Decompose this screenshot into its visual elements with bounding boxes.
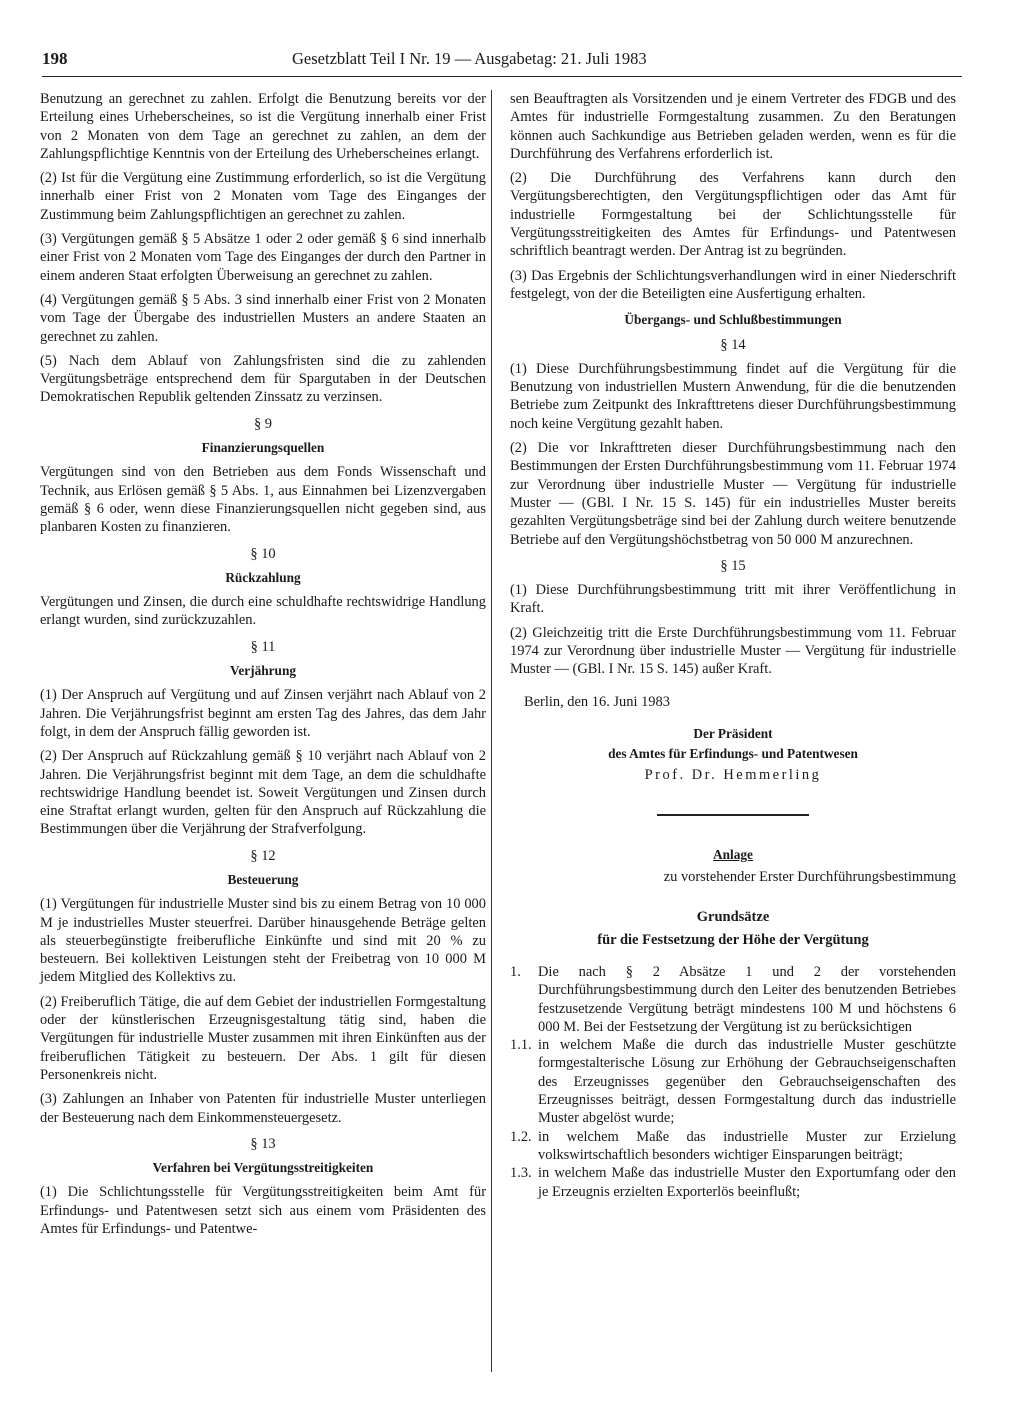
annex-subtitle: zu vorstehender Erster Durchführungsbestimmung — [663, 869, 956, 886]
item-number: 1. — [510, 963, 521, 980]
section-number: § 15 — [720, 557, 746, 574]
paragraph: (2) Die Durchführung des Verfahrens kann durch den Vergütungsberechtigten, den Vergütungspflichtigen oder das Amt für industrielle Formgestaltung bei der Schlichtungsstelle für Vergütungsstreitigkeiten des Amtes für Erfindungs- und Patentwesen schriftlich beantragt werden. Der Antrag ist zu begründen. — [510, 170, 956, 260]
section-heading: Finanzierungsquellen — [201, 440, 325, 456]
item-number: 1.3. — [510, 1165, 532, 1182]
paragraph: (1) Diese Durchführungsbestimmung findet auf die Vergütung für die Benutzung von industriellen Mustern Anwendung, für die die benutzenden Betriebe zum Zeitpunkt des Inkrafttretens dieser Durchführungsbestimmung noch keine Vergütung gezahlt haben. — [510, 360, 956, 432]
section-number: § 13 — [250, 1135, 276, 1152]
left-column — [40, 90, 486, 1244]
paragraph: (2) Gleichzeitig tritt die Erste Durchführungsbestimmung vom 11. Februar 1974 zur Verordnung über industrielle Muster — Vergütung für industrielle Muster — (GBl. I Nr. 15 S. 145) außer Kraft. — [510, 624, 956, 678]
list-item — [510, 1036, 956, 1127]
signature-name: Prof. Dr. Hemmerling — [644, 766, 822, 783]
right-column — [510, 90, 956, 1201]
header-rule — [42, 76, 962, 77]
paragraph: (3) Das Ergebnis der Schlichtungsverhandlungen wird in einer Niederschrift festgelegt, von der die Beteiligten eine Ausfertigung erhalten. — [510, 267, 956, 302]
column-divider — [491, 90, 492, 1372]
paragraph: (2) Der Anspruch auf Rückzahlung gemäß § 10 verjährt nach Ablauf von 2 Jahren. Die Verjährungsfrist beginnt mit dem Tage, an dem die schuldhafte rechtswidrige Handlung beendet ist. Soweit Vergütungen und Zinsen durch eine Straftat erlangt wurden, gelten für den Anspruch auf Rückzahlung die Bestimmungen über die Verjährung der Strafverfolgung. — [40, 748, 486, 838]
list-item — [510, 1164, 956, 1201]
item-number: 1.2. — [510, 1128, 532, 1145]
paragraph: (3) Vergütungen gemäß § 5 Absätze 1 oder 2 oder gemäß § 6 sind innerhalb einer Frist von 2 Monaten vom Tage des Einganges der durch den Partner in einem anderen Staat erfolgten Überweisung an gerechnet zu zahlen. — [40, 231, 486, 284]
item-text: Die nach § 2 Absätze 1 und 2 der vorstehenden Durchführungsbestimmung durch den Leiter des benutzenden Betriebes festzusetzende Vergütung beträgt mindestens 100 M und höchstens 6 000 M. Bei der Festsetzung der Vergütung ist zu berücksichtigen — [538, 963, 956, 1035]
section-heading: Übergangs- und Schlußbestimmungen — [624, 312, 842, 328]
paragraph: Vergütungen sind von den Betrieben aus dem Fonds Wissenschaft und Technik, aus Erlösen gemäß § 5 Abs. 1, aus Einnahmen bei Lizenzvergaben gemäß § 6 oder, wenn diese Finanzierungsquellen nicht gegeben sind, aus planbaren Kosten zu finanzieren. — [40, 464, 486, 536]
paragraph: Benutzung an gerechnet zu zahlen. Erfolgt die Benutzung bereits vor der Erteilung eines Urheberscheines, so ist die Vergütung innerhalb einer Frist von 2 Monaten von dem Tage an gerechnet zu zahlen, an dem der Zahlungspflichtige Kenntnis von der Erteilung des Urheberscheines erlangt. — [40, 91, 486, 162]
section-number: § 9 — [253, 415, 273, 432]
paragraph: (2) Die vor Inkrafttreten dieser Durchführungsbestimmung nach den Bestimmungen der Ersten Durchführungsbestimmung vom 11. Februar 1974 zur Verordnung über industrielle Muster — Vergütung für industrielle Muster — (GBl. I Nr. 15 S. 145) für ein industrielles Muster bereits gezahlten Vergütungsbeträge sind bei der Zahlung durch weitere benutzende Betriebe auf den Vergütungshöchstbetrag von 50 000 M anzurechnen. — [510, 440, 956, 548]
section-number: § 10 — [250, 545, 276, 562]
list-item — [510, 1128, 956, 1165]
section-number: § 14 — [720, 336, 746, 353]
item-text: in welchem Maße die durch das industrielle Muster geschützte formgestalterische Lösung zur Erhöhung der Gebrauchseigenschaften des Erzeugnisses gegenüber den Gebrauchseigenschaften des Erzeugnisses beiträgt, dessen Formgestaltung durch das industrielle Muster abgelöst wurde; — [538, 1037, 956, 1127]
publication-title: Gesetzblatt Teil I Nr. 19 — Ausgabetag: 21. Juli 1983 — [292, 49, 647, 68]
page-header — [42, 48, 962, 72]
annex-heading — [510, 846, 956, 864]
section-heading: Verfahren bei Vergütungsstreitigkeiten — [152, 1160, 374, 1176]
paragraph: Vergütungen und Zinsen, die durch eine schuldhafte rechtswidrige Handlung erlangt wurden, sind zurückzuzahlen. — [40, 594, 486, 629]
item-text: in welchem Maße das industrielle Muster den Exportumfang oder den je Erzeugnis erzielten Exporterlös beeinflußt; — [538, 1165, 956, 1200]
paragraph: (1) Diese Durchführungsbestimmung tritt mit ihrer Veröffentlichung in Kraft. — [510, 582, 956, 617]
paragraph: (5) Nach dem Ablauf von Zahlungsfristen sind die zu zahlenden Vergütungsbeträge entsprechend dem für Spargutaben in der Deutschen Demokratischen Republik geltenden Zinssatz zu verzinsen. — [40, 352, 486, 406]
paragraph: (2) Freiberuflich Tätige, die auf dem Gebiet der industriellen Formgestaltung oder der künstlerischen Erzeugnisgestaltung tätig sind, haben die Vergütungen für industrielle Muster zusammen mit ihren Einkünften aus der freiberuflichen Tätigkeit zu besteuern. Der Abs. 1 gilt für diesen Personenkreis nicht. — [40, 993, 486, 1083]
item-text: in welchem Maße das industrielle Muster zur Erzielung volkswirtschaftlich besonders wichtiger Einsparungen beiträgt; — [538, 1128, 956, 1163]
list-item — [510, 963, 956, 1036]
signature-authority: des Amtes für Erfindungs- und Patentwesen — [608, 746, 858, 762]
principles-subheading: für die Festsetzung der Höhe der Vergütung — [597, 931, 869, 948]
annex-title: Anlage — [713, 846, 753, 862]
paragraph: (4) Vergütungen gemäß § 5 Abs. 3 sind innerhalb einer Frist von 2 Monaten vom Tage der Übergabe des industriellen Musters an andere Staaten an gerechnet zu zahlen. — [40, 291, 486, 345]
paragraph: (1) Vergütungen für industrielle Muster sind bis zu einem Betrag von 10 000 M je industrielles Muster steuerfrei. Darüber hinausgehende Beträge gelten als steuerbegünstigte freiberufliche Einkünfte und sind mit 20 % zu besteuern. Bei kollektiven Leistungen steht der Freibetrag von 10 000 M jedem Mitglied des Kollektivs zu. — [40, 896, 486, 986]
section-number: § 12 — [250, 847, 276, 864]
section-number: § 11 — [250, 638, 276, 655]
page-number: 198 — [42, 49, 68, 68]
signature-title: Der Präsident — [693, 725, 773, 741]
paragraph: (1) Der Anspruch auf Vergütung und auf Zinsen verjährt nach Ablauf von 2 Jahren. Die Verjährungsfrist beginnt am ersten Tag des Jahres, das dem Jahr folgt, in dem der Anspruch fällig geworden ist. — [40, 687, 486, 740]
paragraph: sen Beauftragten als Vorsitzenden und je einem Vertreter des FDGB und des Amtes für industrielle Formgestaltung zusammen. Zu den Beratungen können auch Sachkundige aus Betrieben geladen werden, wenn es für die Durchführung des Verfahrens erforderlich ist. — [510, 91, 956, 162]
paragraph: (1) Die Schlichtungsstelle für Vergütungsstreitigkeiten beim Amt für Erfindungs- und Patentwesen setzt sich aus einem vom Präsidenten des Amtes für Erfindungs- und Patentwe- — [40, 1184, 486, 1238]
item-number: 1.1. — [510, 1037, 532, 1054]
principles-heading: Grundsätze — [696, 909, 770, 926]
paragraph: (2) Ist für die Vergütung eine Zustimmung erforderlich, so ist die Vergütung innerhalb einer Frist von 2 Monaten vom Tage des Einganges der Zustimmung beim Zahlungspflichtigen an gerechnet zu zahlen. — [40, 170, 486, 223]
paragraph: (3) Zahlungen an Inhaber von Patenten für industrielle Muster unterliegen der Besteuerung nach dem Einkommensteuergesetz. — [40, 1091, 486, 1126]
section-heading: Besteuerung — [227, 871, 299, 887]
place-and-date: Berlin, den 16. Juni 1983 — [524, 693, 670, 710]
separator-rule — [657, 814, 809, 816]
section-heading: Rückzahlung — [225, 569, 301, 585]
section-heading: Verjährung — [230, 663, 296, 679]
